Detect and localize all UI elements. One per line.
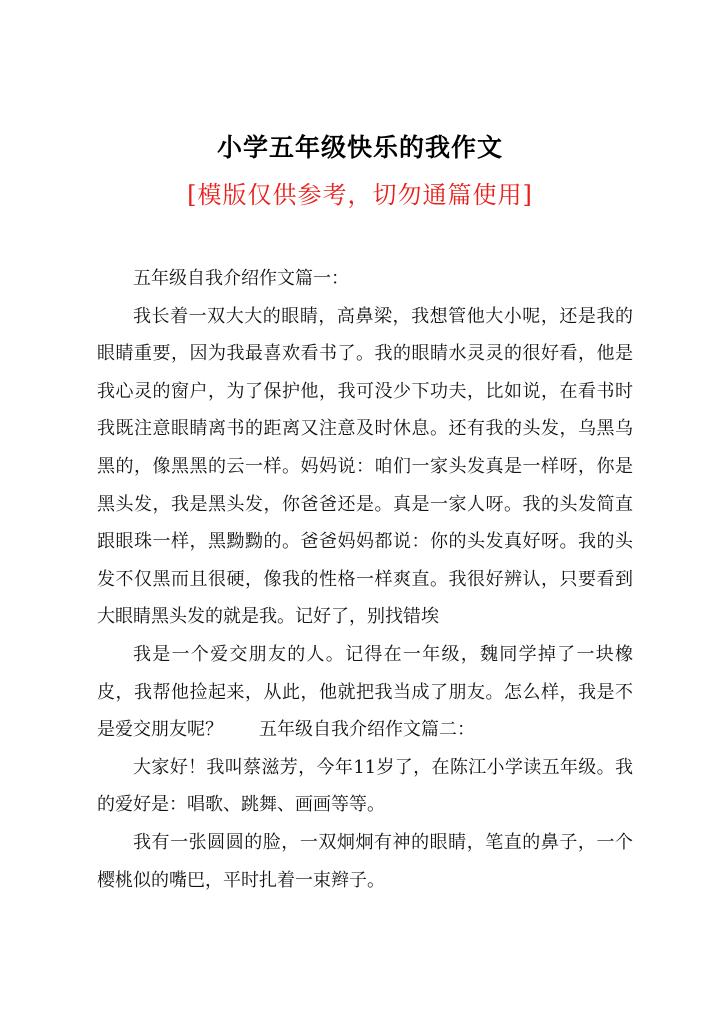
essay-paragraph: 我是一个爱交朋友的人。记得在一年级，魏同学掉了一块橡皮，我帮他捡起来，从此，他就把我当成了朋友。怎么样，我是不是爱交朋友呢？ 五年级自我介绍作文篇二： [97,643,633,741]
essay-body [97,260,633,899]
essay-heading-1: 五年级自我介绍作文篇一： [133,268,349,289]
essay-paragraph: 我长着一双大大的眼睛，高鼻梁，我想管他大小呢，还是我的眼睛重要，因为我最喜欢看书了。我的眼睛水灵灵的很好看，他是我心灵的窗户，为了保护他，我可没少下功夫，比如说，在看书时我既注意眼睛离书的距离又注意及时休息。还有我的头发，乌黑乌黑的，像黑黑的云一样。妈妈说：咱们一家头发真是一样呀，你是黑头发，我是黑头发，你爸爸还是。真是一家人呀。我的头发简直跟眼珠一样，黑黝黝的。爸爸妈妈都说：你的头发真好呀。我的头发不仅黑而且很硬，像我的性格一样爽直。我很好辨认，只要看到大眼睛黑头发的就是我。记好了，别找错埃 [97,305,633,628]
essay-paragraph: 大家好！我叫蔡滋芳，今年11岁了，在陈江小学读五年级。我的爱好是：唱歌、跳舞、画画等等。 [97,756,633,816]
essay-paragraph: 我有一张圆圆的脸，一双炯炯有神的眼睛，笔直的鼻子，一个樱桃似的嘴巴，平时扎着一束辫子。 [97,831,633,891]
template-notice: [模版仅供参考，切勿通篇使用] [187,181,533,209]
page-title: 小学五年级快乐的我作文 [216,133,503,162]
